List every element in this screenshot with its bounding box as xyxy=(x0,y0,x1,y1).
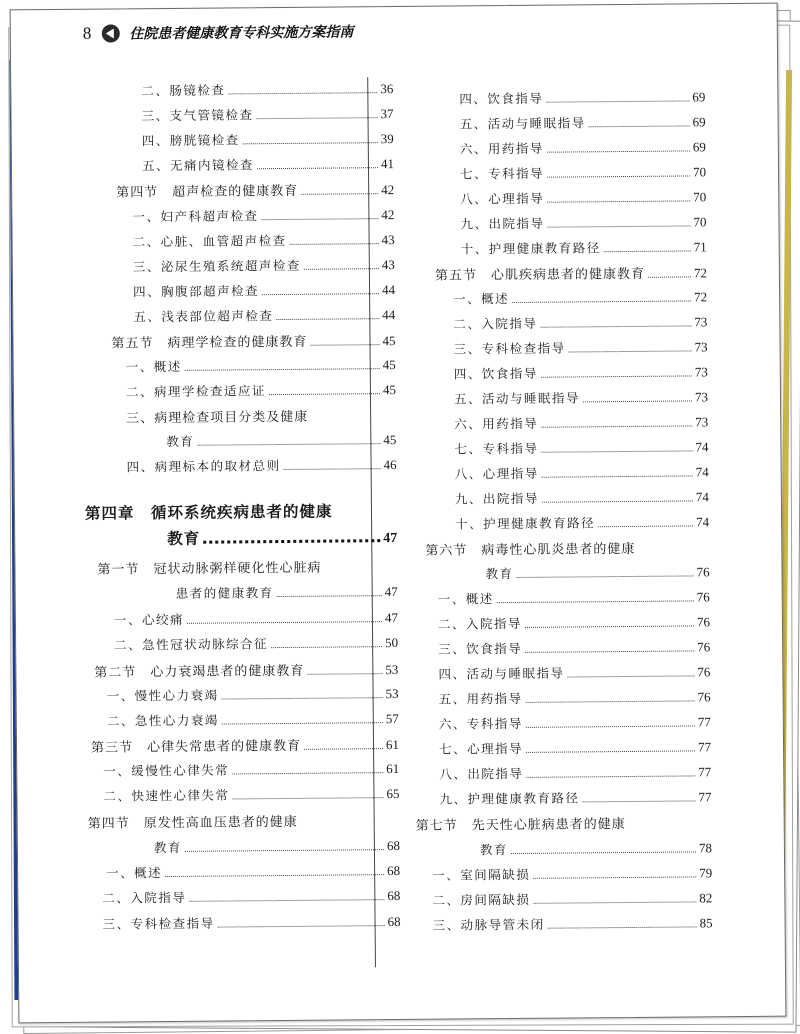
dot-leader xyxy=(187,621,382,624)
toc-entry[interactable] xyxy=(141,79,393,99)
toc-entry[interactable] xyxy=(460,112,706,132)
dot-leader xyxy=(262,293,379,295)
toc-entry-label: 一、室间隔缺损 xyxy=(432,866,531,883)
toc-entry[interactable] xyxy=(126,355,396,375)
toc-entry[interactable] xyxy=(102,886,400,907)
toc-page-number: 43 xyxy=(381,232,395,248)
toc-entry-label: 二、入院指导 xyxy=(437,615,523,632)
toc-page-number: 76 xyxy=(697,664,711,680)
toc-entry-label: 二、病理学检查适应证 xyxy=(125,383,267,400)
toc-entry[interactable] xyxy=(103,784,399,805)
toc-entry-label: 教育 xyxy=(166,433,195,450)
toc-page-number: 72 xyxy=(693,265,707,281)
toc-entry-label: 十、护理健康教育路径 xyxy=(455,515,596,532)
toc-page-number: 65 xyxy=(386,785,400,802)
toc-entry[interactable] xyxy=(453,337,707,357)
dot-leader xyxy=(567,675,694,677)
publisher-logo-icon xyxy=(101,24,119,42)
dot-leader xyxy=(525,650,694,652)
toc-entry[interactable] xyxy=(433,913,713,933)
toc-entry-label: 二、心脏、血管超声检查 xyxy=(132,232,287,250)
toc-entry-label: 三、支气管镜检查 xyxy=(141,107,254,124)
toc-entry-label: 一、缓慢性心律失常 xyxy=(103,762,230,779)
toc-entry-label: 五、浅表部位超声检查 xyxy=(133,308,274,325)
toc-entry[interactable] xyxy=(127,455,397,475)
toc-page-number: 70 xyxy=(692,164,707,180)
toc-entry[interactable] xyxy=(432,863,712,883)
toc-entry[interactable] xyxy=(133,255,395,275)
toc-entry-label: 八、心理指导 xyxy=(460,190,545,207)
dot-leader xyxy=(497,600,694,603)
toc-page-number: 74 xyxy=(695,439,709,455)
toc-page-number: 73 xyxy=(694,364,708,380)
toc-entry[interactable] xyxy=(455,487,709,507)
toc-entry-label: 第三节 心律失常患者的健康教育 xyxy=(90,738,302,756)
toc-entry-label: 一、妇产科超声检查 xyxy=(132,208,259,225)
toc-page-number: 68 xyxy=(386,837,400,854)
toc-entry-label: 七、专科指导 xyxy=(459,165,545,182)
toc-entry-label: 二、急性心力衰竭 xyxy=(106,712,219,729)
dot-leader xyxy=(269,393,380,395)
dot-leader xyxy=(197,443,380,446)
toc-page-number: 70 xyxy=(693,189,707,205)
dot-leader xyxy=(233,797,384,799)
toc-page-number: 45 xyxy=(382,357,396,373)
toc-entry-label: 六、用药指导 xyxy=(459,140,544,157)
toc-entry-label: 第五节 病理学检查的健康教育 xyxy=(111,334,308,352)
dot-leader xyxy=(589,125,690,127)
toc-entry-label: 教育 xyxy=(167,529,201,549)
toc-page-number: 68 xyxy=(387,862,401,879)
toc-entry[interactable] xyxy=(141,104,393,124)
dot-leader xyxy=(541,375,692,377)
toc-entry[interactable] xyxy=(107,709,399,730)
toc-entry-label: 二、入院指导 xyxy=(453,315,538,332)
toc-entry[interactable] xyxy=(454,387,708,407)
toc-entry[interactable] xyxy=(114,608,398,628)
dot-leader xyxy=(511,851,696,854)
toc-entry[interactable] xyxy=(438,662,710,682)
toc-entry[interactable] xyxy=(133,305,395,325)
toc-page-number: 57 xyxy=(385,711,399,727)
toc-entry-label: 三、专科检查指导 xyxy=(102,915,215,932)
toc-page-number: 37 xyxy=(380,106,394,122)
dot-leader xyxy=(548,225,691,227)
toc-entry-label: 六、专科指导 xyxy=(438,715,523,732)
dot-leader xyxy=(541,425,692,427)
toc-page-number: 42 xyxy=(381,207,395,223)
toc-section-title[interactable]: 第四节 原发性高血压患者的健康 xyxy=(87,814,298,832)
toc-entry-label: 第二节 心力衰竭患者的健康教育 xyxy=(94,663,305,681)
toc-entry[interactable] xyxy=(485,562,709,582)
toc-section-title[interactable]: 第七节 先天性心脏病患者的健康 xyxy=(415,817,626,834)
toc-page-number: 85 xyxy=(699,915,713,931)
toc-entry[interactable] xyxy=(453,287,707,307)
toc-entry[interactable] xyxy=(460,212,706,232)
toc-section-title[interactable]: 三、病理检查项目分类及健康 xyxy=(126,409,309,427)
toc-chapter-entry[interactable] xyxy=(167,525,397,549)
dot-leader xyxy=(512,300,691,303)
dot-leader xyxy=(526,750,695,752)
dot-leader xyxy=(307,673,382,675)
toc-page-number: 53 xyxy=(385,686,399,702)
toc-entry[interactable] xyxy=(460,187,706,207)
dot-leader xyxy=(526,775,695,777)
toc-page-number: 44 xyxy=(381,282,396,298)
toc-entry-label: 二、房间隔缺损 xyxy=(432,891,531,908)
toc-page-number: 44 xyxy=(382,307,396,323)
dot-leader xyxy=(542,475,693,477)
toc-entry-label: 一、概述 xyxy=(437,591,494,607)
toc-entry-label: 六、用药指导 xyxy=(454,415,539,432)
toc-entry-label: 一、概述 xyxy=(106,865,163,881)
toc-page-number: 73 xyxy=(694,339,708,355)
toc-entry[interactable] xyxy=(102,912,400,933)
toc-section-entry[interactable] xyxy=(94,659,398,681)
dot-leader xyxy=(540,325,691,327)
dot-leader xyxy=(277,595,382,597)
toc-entry[interactable] xyxy=(453,312,707,332)
toc-page-number: 76 xyxy=(696,564,710,580)
toc-entry-label: 八、出院指导 xyxy=(439,765,524,782)
toc-page-number: 69 xyxy=(692,114,706,130)
toc-entry-label: 八、心理指导 xyxy=(454,465,539,482)
toc-entry-label: 四、饮食指导 xyxy=(453,365,538,382)
toc-page-number: 74 xyxy=(696,514,710,530)
dot-leader xyxy=(232,772,383,774)
toc-page-number: 76 xyxy=(696,589,710,605)
toc-entry-label: 九、护理健康教育路径 xyxy=(439,790,580,807)
toc-entry[interactable] xyxy=(460,162,706,182)
toc-entry[interactable] xyxy=(133,230,395,250)
dot-leader xyxy=(526,700,695,702)
toc-entry-label: 三、饮食指导 xyxy=(438,640,523,657)
toc-section-title[interactable]: 第一节 冠状动脉粥样硬化性心脏病 xyxy=(97,560,322,578)
toc-page-number: 79 xyxy=(699,865,713,881)
dot-leader xyxy=(604,250,691,252)
toc-entry-label: 二、肠镜检查 xyxy=(141,82,226,99)
dot-leader xyxy=(547,200,690,202)
toc-page-number: 68 xyxy=(387,887,401,904)
toc-entry[interactable] xyxy=(438,637,710,657)
toc-page-number: 45 xyxy=(382,333,396,349)
toc-entry[interactable] xyxy=(106,861,400,882)
dot-leader xyxy=(569,350,692,352)
toc-page-number: 78 xyxy=(698,840,712,856)
toc-entry[interactable] xyxy=(455,462,709,482)
toc-entry[interactable] xyxy=(459,87,705,107)
toc-entry[interactable] xyxy=(454,412,708,432)
dot-leader xyxy=(583,400,692,402)
dot-leader xyxy=(284,468,381,470)
dot-leader xyxy=(648,276,691,277)
toc-entry[interactable] xyxy=(176,582,398,602)
toc-entry-label: 二、急性冠状动脉综合征 xyxy=(114,636,269,653)
toc-entry[interactable] xyxy=(439,687,711,707)
toc-page-number: 70 xyxy=(693,214,707,230)
toc-page-number: 76 xyxy=(697,689,711,705)
dot-leader xyxy=(290,243,379,245)
dot-leader xyxy=(203,539,380,544)
toc-entry[interactable] xyxy=(455,512,709,532)
toc-entry[interactable] xyxy=(132,205,394,225)
toc-entry[interactable] xyxy=(133,280,395,300)
dot-leader xyxy=(598,525,693,527)
toc-page-number: 73 xyxy=(694,389,709,405)
dot-leader xyxy=(165,874,384,877)
toc-entry[interactable] xyxy=(438,612,710,632)
toc-page-number: 77 xyxy=(698,789,712,805)
toc-entry-label: 一、概述 xyxy=(125,358,182,375)
dot-leader xyxy=(533,901,696,903)
toc-section-entry[interactable] xyxy=(116,179,394,200)
toc-entry[interactable] xyxy=(439,787,711,807)
toc-page-number: 36 xyxy=(380,81,394,97)
toc-entry-label: 教育 xyxy=(479,842,509,858)
dot-leader xyxy=(257,117,378,119)
toc-page-number: 76 xyxy=(696,614,711,630)
toc-entry-label: 十、护理健康教育路径 xyxy=(460,240,601,257)
toc-entry-label: 三、动脉导管未闭 xyxy=(432,916,545,933)
toc-page-number: 69 xyxy=(692,139,706,155)
dot-leader xyxy=(304,748,383,750)
toc-entry[interactable] xyxy=(461,237,707,257)
toc-entry-label: 第四节 超声检查的健康教育 xyxy=(116,183,299,201)
toc-page-number: 45 xyxy=(382,382,396,398)
dot-leader xyxy=(276,318,379,320)
toc-page-number: 39 xyxy=(380,131,394,147)
toc-entry[interactable] xyxy=(439,762,711,782)
toc-page-number: 45 xyxy=(383,432,397,448)
toc-page-number: 47 xyxy=(383,531,398,547)
toc-entry-label: 一、慢性心力衰竭 xyxy=(106,687,219,704)
dot-leader xyxy=(526,725,695,727)
dot-leader xyxy=(533,876,696,878)
toc-section-entry[interactable] xyxy=(111,330,395,351)
running-header xyxy=(83,21,354,43)
dot-leader xyxy=(525,625,694,627)
toc-entry-label: 三、专科检查指导 xyxy=(453,340,566,357)
toc-entry[interactable] xyxy=(166,430,396,450)
toc-page-number: 71 xyxy=(693,239,707,255)
toc-entry-label: 五、活动与睡眠指导 xyxy=(459,115,586,132)
dot-leader xyxy=(243,142,378,144)
toc-page-number: 77 xyxy=(697,714,711,730)
dot-leader xyxy=(517,575,694,578)
toc-entry-label: 教育 xyxy=(485,565,514,582)
toc-entry[interactable] xyxy=(142,129,394,149)
toc-entry-label: 七、专科指导 xyxy=(454,440,539,457)
dot-leader xyxy=(541,450,692,452)
toc-page-number: 46 xyxy=(383,457,397,473)
toc-page-number: 41 xyxy=(380,156,395,172)
toc-entry[interactable] xyxy=(439,712,711,732)
dot-leader xyxy=(185,849,384,852)
toc-entry[interactable] xyxy=(114,633,398,653)
toc-page-number: 61 xyxy=(385,737,400,753)
dot-leader xyxy=(222,697,383,699)
toc-entry[interactable] xyxy=(432,888,712,908)
toc-entry-label: 四、活动与睡眠指导 xyxy=(438,665,565,682)
toc-section-title[interactable]: 第六节 病毒性心肌炎患者的健康 xyxy=(425,541,636,559)
toc-entry-label: 二、快速性心律失常 xyxy=(103,787,230,804)
dot-leader xyxy=(189,899,384,902)
dot-leader xyxy=(304,268,379,270)
dot-leader xyxy=(185,368,380,371)
toc-page-number: 50 xyxy=(385,635,399,651)
toc-page-number: 47 xyxy=(384,584,398,600)
toc-page-number: 77 xyxy=(697,739,712,755)
toc-entry[interactable] xyxy=(126,380,396,400)
book-page xyxy=(10,3,787,1024)
toc-entry-label: 教育 xyxy=(153,839,182,856)
page-number: 8 xyxy=(82,23,92,43)
dot-leader xyxy=(548,926,697,928)
dot-leader xyxy=(546,100,689,102)
toc-page-number: 73 xyxy=(695,414,709,430)
toc-entry-label: 七、心理指导 xyxy=(438,740,524,757)
toc-entry-label: 一、心绞痛 xyxy=(113,611,185,628)
toc-entry-label: 九、出院指导 xyxy=(454,490,539,507)
book-title: 住院患者健康教育专科实施方案指南 xyxy=(129,24,354,43)
toc-entry-label: 患者的健康教育 xyxy=(175,585,274,601)
dot-leader xyxy=(583,800,696,802)
toc-entry[interactable] xyxy=(438,587,710,607)
toc-entry-label: 九、出院指导 xyxy=(460,215,545,232)
dot-leader xyxy=(547,175,690,177)
dot-leader xyxy=(547,150,690,152)
toc-entry[interactable] xyxy=(460,137,706,157)
dot-leader xyxy=(228,92,377,94)
toc-page-number: 61 xyxy=(386,760,400,777)
toc-page-number: 77 xyxy=(698,764,712,780)
toc-entry-label: 第五节 心肌疾病患者的健康教育 xyxy=(434,266,646,284)
toc-entry-label: 四、膀胱镜检查 xyxy=(141,132,240,149)
toc-page-number: 73 xyxy=(694,314,708,330)
toc-page-number: 74 xyxy=(695,464,709,480)
dot-leader xyxy=(311,344,380,346)
toc-entry[interactable] xyxy=(439,737,711,757)
dot-leader xyxy=(271,646,382,648)
dot-leader xyxy=(257,167,378,169)
toc-page-number: 42 xyxy=(381,182,395,198)
toc-entry[interactable] xyxy=(107,684,399,705)
toc-entry[interactable] xyxy=(454,362,708,382)
toc-entry-label: 二、入院指导 xyxy=(102,889,187,906)
toc-entry[interactable] xyxy=(480,838,712,858)
toc-page-number: 53 xyxy=(385,662,399,678)
toc-entry-label: 四、病理标本的取材总则 xyxy=(126,458,281,475)
toc-entry[interactable] xyxy=(154,836,400,856)
toc-page-number: 68 xyxy=(387,913,401,930)
toc-entry-label: 四、胸腹部超声检查 xyxy=(132,283,260,300)
toc-entry-label: 三、泌尿生殖系统超声检查 xyxy=(132,257,301,275)
toc-entry[interactable] xyxy=(454,437,708,457)
toc-page-number: 43 xyxy=(381,257,395,273)
toc-entry-label: 五、用药指导 xyxy=(438,690,523,707)
toc-page-number: 82 xyxy=(699,890,713,906)
toc-page-number: 69 xyxy=(692,89,706,105)
toc-entry[interactable] xyxy=(142,154,394,174)
toc-page-number: 74 xyxy=(695,489,709,505)
toc-entry-label: 五、活动与睡眠指导 xyxy=(453,390,581,407)
dot-leader xyxy=(222,722,383,724)
dot-leader xyxy=(218,925,385,927)
dot-leader xyxy=(542,500,693,502)
toc-entry[interactable] xyxy=(103,759,399,780)
toc-section-entry[interactable] xyxy=(435,262,707,283)
toc-entry-label: 四、饮食指导 xyxy=(459,90,544,107)
toc-page-number: 76 xyxy=(697,639,711,655)
toc-entry-label: 五、无痛内镜检查 xyxy=(141,157,255,174)
toc-page-number: 72 xyxy=(694,289,708,305)
toc-chapter-title[interactable]: 第四章 循环系统疾病患者的健康 xyxy=(84,502,333,523)
toc-page-number: 47 xyxy=(384,610,398,626)
dot-leader xyxy=(261,218,378,220)
toc-section-entry[interactable] xyxy=(91,734,399,756)
toc-entry-label: 一、概述 xyxy=(453,291,510,307)
dot-leader xyxy=(301,193,378,195)
